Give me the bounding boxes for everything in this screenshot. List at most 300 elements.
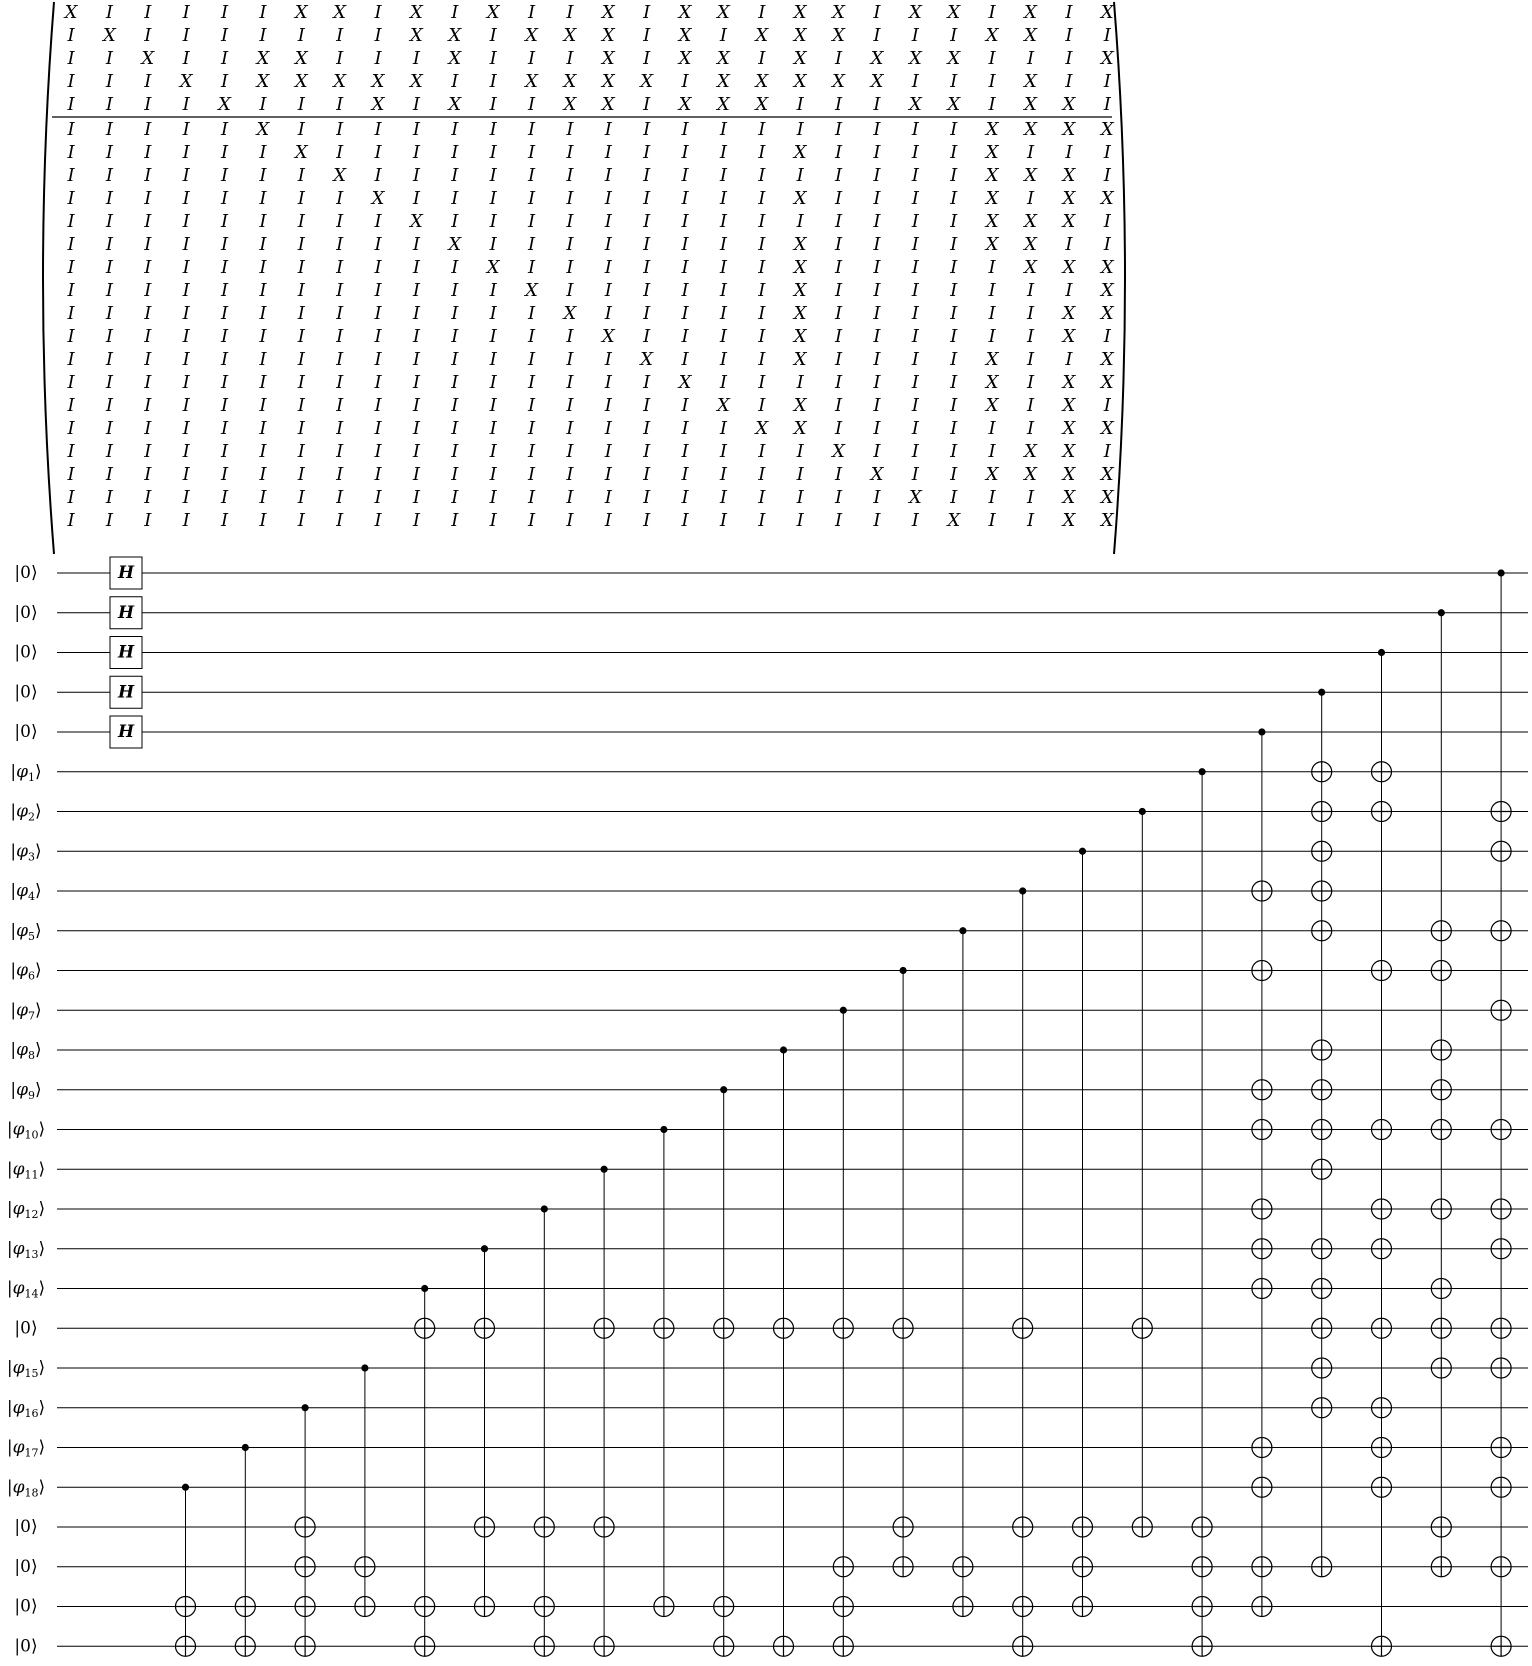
matrix-entry: I (911, 119, 919, 140)
matrix-entry: I (105, 71, 113, 92)
matrix-entry: I (873, 211, 881, 232)
matrix-entry: I (835, 142, 843, 163)
matrix-entry: I (412, 303, 420, 324)
matrix-entry: I (259, 464, 267, 485)
matrix-entry: I (336, 510, 344, 531)
matrix-entry: I (1103, 142, 1111, 163)
matrix-entry: I (1026, 48, 1035, 69)
matrix-entry: I (451, 418, 459, 439)
matrix-entry: I (374, 2, 382, 23)
matrix-entry: I (527, 510, 536, 531)
matrix-entry: I (182, 257, 190, 278)
hadamard-label: H (117, 602, 135, 623)
matrix-entry: I (412, 487, 420, 508)
matrix-entry: I (220, 234, 229, 255)
matrix-entry: I (1065, 25, 1073, 46)
matrix-entry: I (259, 510, 267, 531)
matrix-entry: X (793, 71, 807, 92)
matrix-entry: X (1024, 25, 1037, 46)
matrix-entry: I (1103, 165, 1111, 186)
matrix-entry: I (451, 211, 459, 232)
matrix-entry: I (182, 280, 190, 301)
control-dot (1378, 649, 1385, 656)
matrix-entry: I (220, 119, 229, 140)
matrix-entry: I (259, 372, 267, 393)
matrix-entry: X (179, 71, 193, 92)
matrix-entry: I (604, 303, 612, 324)
matrix-entry: I (566, 349, 574, 370)
matrix-entry: I (950, 234, 958, 255)
matrix-entry: X (985, 349, 999, 370)
matrix-entry: I (758, 142, 766, 163)
matrix-entry: I (451, 510, 459, 531)
matrix-entry: I (374, 234, 382, 255)
matrix-entry: I (374, 349, 382, 370)
matrix-entry: X (563, 71, 577, 92)
matrix-entry: X (678, 25, 692, 46)
matrix-entry: X (1024, 94, 1037, 115)
matrix-entry: I (336, 188, 344, 209)
matrix-entry: I (719, 510, 728, 531)
matrix-entry: X (410, 25, 423, 46)
matrix-entry: I (873, 188, 881, 209)
matrix-entry: I (566, 487, 574, 508)
matrix-entry: I (105, 142, 113, 163)
matrix-entry: X (1062, 510, 1076, 531)
matrix-entry: I (297, 280, 305, 301)
matrix-entry: I (566, 280, 574, 301)
matrix-entry: I (297, 165, 305, 186)
matrix-entry: X (1024, 165, 1037, 186)
matrix-entry: X (908, 48, 922, 69)
matrix-entry: I (911, 441, 919, 462)
matrix-entry: I (681, 487, 689, 508)
matrix-entry: I (566, 188, 574, 209)
wire-label: |0⟩ (14, 563, 38, 583)
matrix-entry: X (1024, 211, 1037, 232)
matrix-entry: I (336, 48, 344, 69)
matrix-entry: I (182, 2, 190, 23)
control-dot (601, 1166, 608, 1173)
matrix-entry: I (950, 119, 958, 140)
matrix-entry: X (294, 71, 308, 92)
matrix-entry: I (297, 510, 305, 531)
matrix-entry: I (566, 257, 574, 278)
matrix-entry: I (1026, 188, 1035, 209)
matrix-entry: X (1100, 280, 1114, 301)
matrix-entry: X (870, 464, 884, 485)
matrix-entry: I (144, 464, 152, 485)
matrix-entry: X (793, 418, 807, 439)
matrix-entry: I (144, 280, 152, 301)
matrix-entry: I (412, 441, 420, 462)
matrix-entry: I (604, 349, 612, 370)
matrix-entry: X (601, 48, 615, 69)
matrix-entry: I (911, 257, 919, 278)
matrix-entry: I (297, 94, 305, 115)
matrix-entry: X (793, 188, 807, 209)
matrix-entry: X (793, 326, 807, 347)
matrix-entry: I (67, 25, 75, 46)
matrix-entry: I (950, 165, 958, 186)
matrix-entry: X (1100, 487, 1114, 508)
matrix-entry: I (873, 349, 881, 370)
matrix-entry: I (220, 303, 229, 324)
wire-label: |0⟩ (14, 1596, 38, 1617)
matrix-entry: X (525, 25, 538, 46)
matrix-entry: I (758, 211, 766, 232)
matrix-entry: I (1026, 349, 1035, 370)
matrix-entry: I (105, 464, 113, 485)
matrix-entry: I (297, 25, 305, 46)
matrix-entry: I (566, 165, 574, 186)
matrix-entry: X (601, 71, 615, 92)
matrix-entry: X (678, 372, 692, 393)
matrix-entry: I (105, 510, 113, 531)
matrix-entry: I (527, 487, 536, 508)
matrix-entry: I (796, 211, 804, 232)
matrix-entry: I (336, 418, 344, 439)
matrix-entry: I (144, 234, 152, 255)
matrix-entry: I (1026, 395, 1035, 416)
matrix-entry: I (105, 94, 113, 115)
matrix-entry: X (1062, 211, 1076, 232)
matrix-entry: I (719, 188, 728, 209)
matrix-entry: I (566, 395, 574, 416)
matrix-entry: I (105, 441, 113, 462)
matrix-entry: I (796, 94, 804, 115)
matrix-entry: I (873, 234, 881, 255)
matrix-entry: X (601, 326, 615, 347)
matrix-entry: I (758, 441, 766, 462)
matrix-entry: I (604, 234, 612, 255)
matrix-entry: I (412, 234, 420, 255)
matrix-entry: I (105, 303, 113, 324)
matrix-entry: I (758, 464, 766, 485)
matrix-entry: I (374, 395, 382, 416)
matrix-entry: I (911, 280, 919, 301)
matrix-entry: X (525, 71, 538, 92)
matrix-entry: I (835, 234, 843, 255)
matrix-entry: I (911, 71, 919, 92)
control-dot (780, 1046, 787, 1053)
matrix-entry: X (947, 510, 961, 531)
matrix-entry: I (67, 71, 75, 92)
matrix-entry: I (527, 2, 536, 23)
matrix-entry: I (489, 464, 497, 485)
matrix-entry: X (1100, 372, 1114, 393)
matrix-entry: I (643, 25, 651, 46)
matrix-entry: I (67, 234, 75, 255)
matrix-entry: I (950, 464, 958, 485)
matrix-entry: I (873, 119, 881, 140)
matrix-entry: I (527, 94, 536, 115)
matrix-entry: X (1024, 257, 1037, 278)
hadamard-label: H (117, 563, 135, 583)
matrix-entry: X (1100, 48, 1114, 69)
matrix-entry: I (374, 510, 382, 531)
matrix-entry: X (333, 71, 347, 92)
wire-label: $|\varphi_{18}⟩$ (6, 1477, 46, 1499)
matrix-entry: I (412, 119, 420, 140)
matrix-entry: I (336, 257, 344, 278)
matrix-entry: I (873, 142, 881, 163)
wire-label: $|\varphi_{16}⟩$ (6, 1397, 46, 1420)
matrix-entry: I (1026, 280, 1035, 301)
matrix-entry: I (911, 326, 919, 347)
matrix-entry: I (1026, 418, 1035, 439)
matrix-entry: I (451, 188, 459, 209)
matrix-entry: I (719, 349, 728, 370)
matrix-entry: I (336, 25, 344, 46)
matrix-entry: X (563, 94, 577, 115)
control-dot (242, 1444, 249, 1451)
matrix-entry: X (717, 395, 730, 416)
wire-label: $|\varphi_{14}⟩$ (6, 1278, 46, 1300)
matrix-entry: X (1100, 303, 1114, 324)
matrix-entry: I (105, 349, 113, 370)
matrix-entry: X (717, 48, 730, 69)
matrix-entry: I (758, 188, 766, 209)
matrix-entry: I (67, 395, 75, 416)
matrix-entry: I (873, 395, 881, 416)
matrix-entry: X (410, 71, 423, 92)
matrix-entry: I (835, 326, 843, 347)
wire-label: $|\varphi_3⟩$ (10, 841, 42, 863)
matrix-entry: I (220, 25, 229, 46)
matrix-entry: I (527, 188, 536, 209)
matrix-entry: X (793, 25, 807, 46)
matrix-entry: I (1103, 211, 1111, 232)
matrix-entry: I (336, 441, 344, 462)
matrix-entry: I (374, 257, 382, 278)
matrix-entry: I (873, 25, 881, 46)
matrix-entry: I (911, 188, 919, 209)
matrix-entry: X (525, 280, 538, 301)
matrix-entry: X (486, 2, 500, 23)
matrix-entry: I (220, 487, 229, 508)
matrix-entry: I (297, 119, 305, 140)
matrix-entry: I (604, 119, 612, 140)
matrix-entry: I (950, 142, 958, 163)
matrix-entry: I (412, 395, 420, 416)
matrix-entry: I (489, 349, 497, 370)
matrix-entry: I (67, 94, 75, 115)
matrix-entry: X (1100, 510, 1114, 531)
matrix-entry: I (144, 372, 152, 393)
matrix-entry: I (911, 142, 919, 163)
matrix-entry: X (256, 48, 270, 69)
matrix-entry: I (67, 257, 75, 278)
matrix-entry: I (259, 257, 267, 278)
matrix-entry: I (451, 280, 459, 301)
matrix-entry: I (67, 303, 75, 324)
matrix-entry: I (950, 303, 958, 324)
matrix-entry: I (259, 303, 267, 324)
wire-label: |0⟩ (14, 722, 38, 742)
matrix-entry: I (220, 280, 229, 301)
matrix-entry: I (451, 372, 459, 393)
matrix-entry: I (566, 234, 574, 255)
matrix-entry: I (566, 119, 574, 140)
matrix-entry: X (832, 441, 846, 462)
matrix-entry: I (336, 280, 344, 301)
matrix-entry: I (950, 349, 958, 370)
matrix-entry: I (911, 303, 919, 324)
control-dot (1199, 768, 1206, 775)
matrix-entry: I (144, 487, 152, 508)
matrix-entry: X (1100, 464, 1114, 485)
matrix-entry: X (294, 48, 308, 69)
matrix-entry: I (412, 48, 420, 69)
matrix-entry: I (719, 165, 728, 186)
matrix-entry: I (950, 71, 958, 92)
matrix-entry: I (144, 257, 152, 278)
matrix-entry: X (717, 2, 730, 23)
matrix-entry: I (220, 188, 229, 209)
matrix-entry: I (374, 418, 382, 439)
matrix-entry: I (220, 349, 229, 370)
matrix-entry: I (1065, 71, 1073, 92)
matrix-entry: I (182, 142, 190, 163)
matrix-entry: I (182, 165, 190, 186)
matrix-entry: I (297, 303, 305, 324)
matrix-entry: I (144, 418, 152, 439)
matrix-entry: I (681, 303, 689, 324)
stabilizer-matrix (43, 2, 1125, 554)
matrix-entry: I (604, 464, 612, 485)
matrix-entry: I (489, 25, 497, 46)
matrix-entry: I (604, 188, 612, 209)
matrix-entry: I (182, 211, 190, 232)
matrix-entry: I (835, 372, 843, 393)
matrix-entry: I (67, 418, 75, 439)
matrix-entry: X (1100, 2, 1114, 23)
matrix-entry: I (643, 418, 651, 439)
matrix-entry: X (832, 71, 846, 92)
matrix-entry: I (566, 464, 574, 485)
matrix-entry: I (719, 257, 728, 278)
matrix-entry: X (985, 211, 999, 232)
hadamard-label: H (117, 682, 135, 703)
matrix-entry: I (412, 326, 420, 347)
matrix-entry: I (643, 441, 651, 462)
matrix-entry: I (604, 257, 612, 278)
matrix-entry: I (835, 464, 843, 485)
matrix-entry: I (297, 395, 305, 416)
control-dot (840, 1007, 847, 1014)
matrix-entry: I (1103, 326, 1111, 347)
matrix-entry: I (105, 211, 113, 232)
matrix-entry: I (336, 487, 344, 508)
matrix-entry: I (259, 234, 267, 255)
matrix-entry: X (908, 2, 922, 23)
matrix-entry: I (67, 188, 75, 209)
matrix-entry: I (643, 464, 651, 485)
wire-label: |0⟩ (14, 1318, 38, 1339)
matrix-entry: I (988, 326, 996, 347)
matrix-entry: I (527, 48, 536, 69)
matrix-entry: I (643, 303, 651, 324)
matrix-entry: I (758, 326, 766, 347)
matrix-entry: I (297, 188, 305, 209)
matrix-entry: I (643, 48, 651, 69)
matrix-entry: I (681, 280, 689, 301)
matrix-entry: I (835, 487, 843, 508)
matrix-entry: I (144, 303, 152, 324)
matrix-entry: I (835, 119, 843, 140)
matrix-entry: I (144, 25, 152, 46)
matrix-entry: I (873, 303, 881, 324)
matrix-entry: X (832, 25, 846, 46)
matrix-entry: I (412, 510, 420, 531)
matrix-entry: I (681, 234, 689, 255)
matrix-entry: I (259, 487, 267, 508)
matrix-entry: I (758, 395, 766, 416)
quantum-circuit (7, 557, 1528, 1656)
matrix-entry: I (719, 303, 728, 324)
matrix-entry: I (451, 142, 459, 163)
matrix-entry: I (643, 119, 651, 140)
matrix-entry: X (640, 71, 654, 92)
matrix-entry: I (911, 211, 919, 232)
matrix-entry: I (489, 510, 497, 531)
matrix-entry: I (988, 2, 996, 23)
matrix-entry: I (105, 372, 113, 393)
matrix-entry: X (1062, 165, 1076, 186)
matrix-entry: I (105, 234, 113, 255)
matrix-entry: X (985, 188, 999, 209)
matrix-entry: I (643, 94, 651, 115)
matrix-entry: I (182, 188, 190, 209)
matrix-entry: I (873, 280, 881, 301)
control-dot (660, 1126, 667, 1133)
matrix-entry: I (489, 418, 497, 439)
matrix-entry: I (758, 372, 766, 393)
matrix-entry: X (985, 165, 999, 186)
matrix-entry: I (412, 372, 420, 393)
matrix-entry: I (527, 326, 536, 347)
matrix-entry: I (451, 395, 459, 416)
matrix-entry: I (911, 165, 919, 186)
matrix-entry: I (182, 349, 190, 370)
wire-label: $|\varphi_5⟩$ (10, 920, 42, 943)
matrix-entry: X (908, 94, 922, 115)
matrix-entry: I (336, 119, 344, 140)
matrix-entry: X (1062, 119, 1076, 140)
matrix-entry: I (1065, 142, 1073, 163)
matrix-entry: I (336, 464, 344, 485)
matrix-entry: I (182, 372, 190, 393)
matrix-entry: I (220, 2, 229, 23)
matrix-entry: X (985, 142, 999, 163)
matrix-entry: X (1062, 395, 1076, 416)
matrix-entry: I (873, 165, 881, 186)
matrix-entry: I (105, 165, 113, 186)
wire-label: $|\varphi_7⟩$ (10, 1000, 42, 1022)
matrix-entry: X (256, 119, 270, 140)
matrix-entry: I (796, 372, 804, 393)
matrix-entry: I (988, 257, 996, 278)
matrix-entry: I (259, 326, 267, 347)
matrix-entry: I (489, 142, 497, 163)
control-dot (1438, 609, 1445, 616)
matrix-entry: I (527, 395, 536, 416)
matrix-entry: X (371, 71, 385, 92)
matrix-entry: I (144, 71, 152, 92)
matrix-entry: I (604, 441, 612, 462)
matrix-entry: I (374, 487, 382, 508)
